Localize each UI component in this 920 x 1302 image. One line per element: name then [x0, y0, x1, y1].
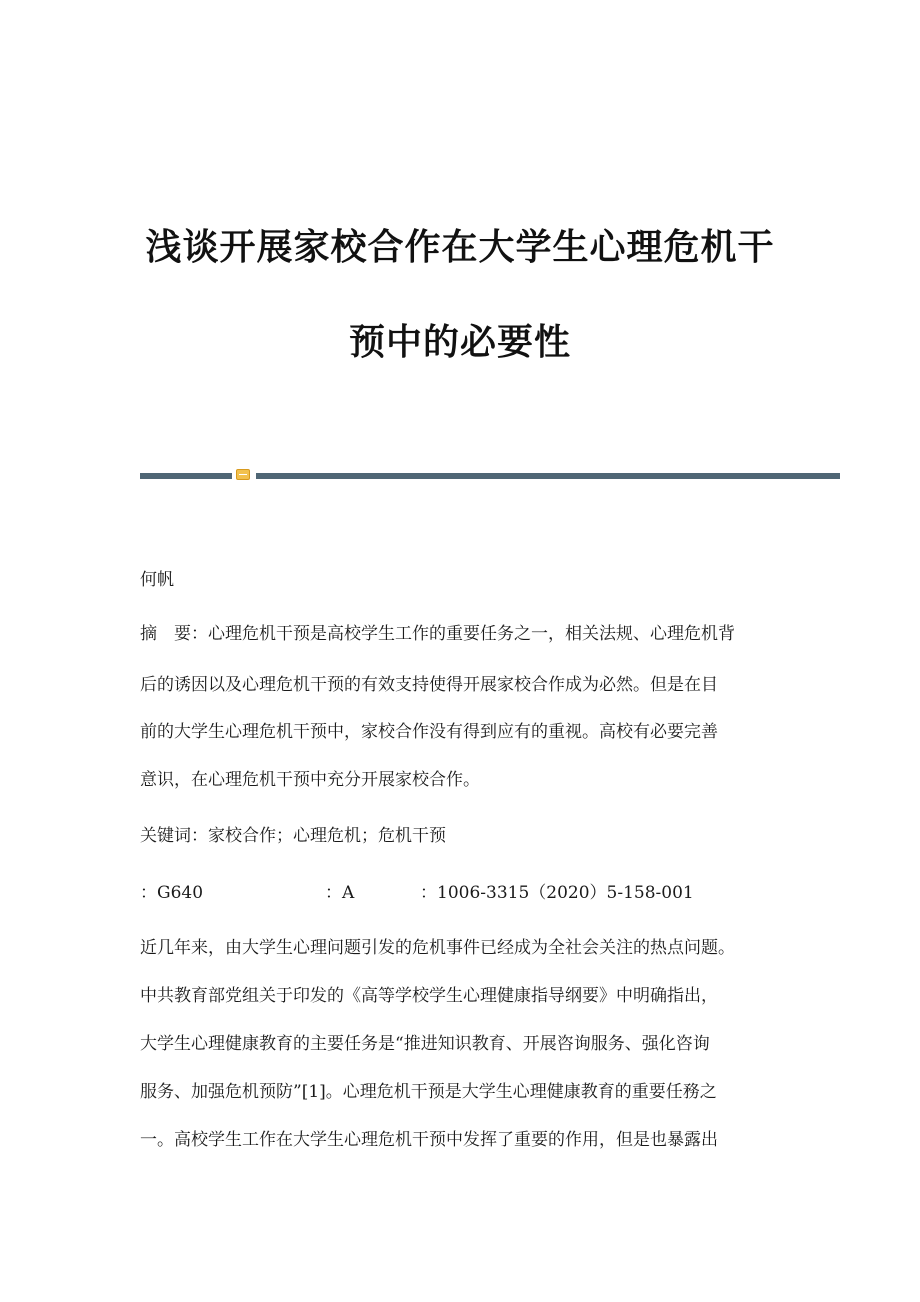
- title-line-2: 预中的必要性: [348, 322, 571, 363]
- divider-bar-right: [256, 473, 840, 479]
- abstract-line: 意识，在心理危机干预中充分开展家校合作。: [140, 770, 480, 790]
- body-line: 服务、加强危机预防”[1]。心理危机干预是大学生心理健康教育的重要任務之: [140, 1082, 717, 1102]
- keywords: 关键词：家校合作；心理危机；危机干预: [140, 826, 446, 846]
- article-id: ：1006-3315（2020）5-158-001: [420, 883, 694, 903]
- body-line: 中共教育部党组关于印发的《高等学校学生心理健康指导纲要》中明确指出，: [140, 986, 718, 1006]
- body-line: 一。高校学生工作在大学生心理危机干预中发挥了重要的作用，但是也暴露出: [140, 1130, 718, 1150]
- title-divider: [140, 468, 840, 482]
- document-code: ：A: [325, 883, 355, 903]
- clc-number: ：G640: [140, 883, 204, 903]
- body-line: 大学生心理健康教育的主要任务是“推进知识教育、开展咨询服务、强化咨询: [140, 1034, 710, 1054]
- abstract-line: 后的诱因以及心理危机干预的有效支持使得开展家校合作成为必然。但是在目: [140, 675, 718, 695]
- abstract-line: 摘 要：心理危机干预是高校学生工作的重要任务之一，相关法规、心理危机背: [140, 624, 735, 644]
- body-line: 近几年来，由大学生心理问题引发的危机事件已经成为全社会关注的热点问题。: [140, 938, 735, 958]
- author-name: 何帆: [140, 570, 174, 590]
- title-line-1: 浅谈开展家校合作在大学生心理危机干: [145, 227, 775, 268]
- abstract-line: 前的大学生心理危机干预中，家校合作没有得到应有的重视。高校有必要完善: [140, 722, 718, 742]
- divider-bar-left: [140, 473, 232, 479]
- divider-emblem-icon: [236, 469, 250, 480]
